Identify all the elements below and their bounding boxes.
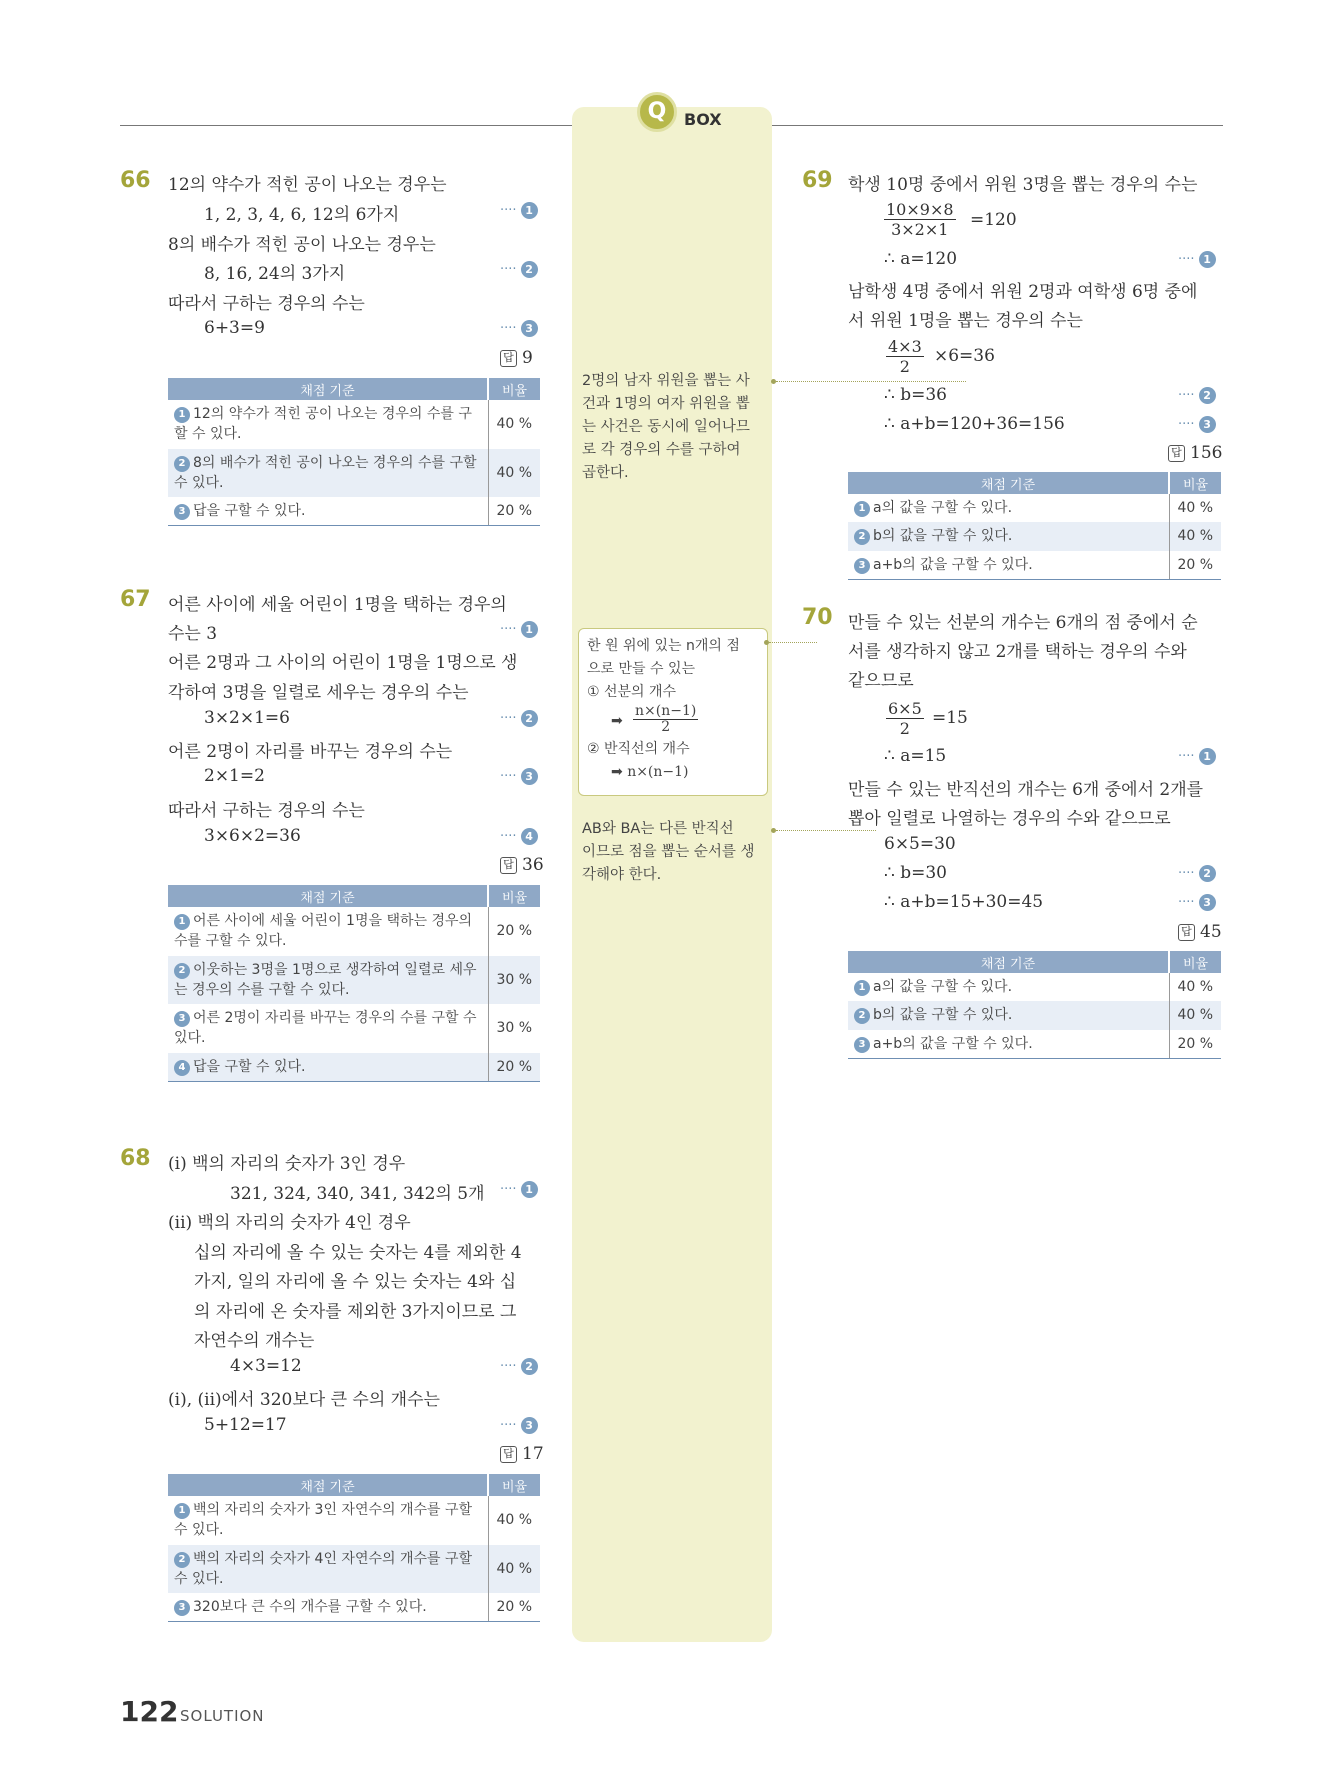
qbox-note-1: 2명의 남자 위원을 뽑는 사 건과 1명의 여자 위원을 뽑 는 사건은 동시에 일어나므 로 각 경우의 수를 구하여 곱한다. xyxy=(582,373,750,481)
problem-67-number: 67 xyxy=(120,587,151,612)
p69-line: 남학생 4명 중에서 위원 2명과 여학생 6명 중에 xyxy=(848,282,1198,302)
answer-icon: 답 xyxy=(1178,924,1195,941)
p67-line: 3×6×2=36 xyxy=(204,826,301,846)
step-marker: ···· 2 xyxy=(1178,865,1216,882)
problem-68-number: 68 xyxy=(120,1146,151,1171)
answer-icon: 답 xyxy=(500,857,517,874)
step-marker: ···· 2 xyxy=(1178,387,1216,404)
step-marker: ···· 3 xyxy=(1178,416,1216,433)
p66-answer: 답 9 xyxy=(500,348,533,368)
p67-line: 어른 사이에 세울 어린이 1명을 택하는 경우의 xyxy=(168,595,507,615)
p70-line: 만들 수 있는 선분의 개수는 6개의 점 중에서 순 xyxy=(848,613,1198,633)
p70-answer: 답 45 xyxy=(1178,922,1222,942)
connector-line xyxy=(776,830,876,831)
step-marker: ···· 2 xyxy=(500,1358,538,1375)
p68-line: (i), (ii)에서 320보다 큰 수의 개수는 xyxy=(168,1390,440,1410)
p68-grading-table: 채점 기준 비율 1 백의 자리의 숫자가 3인 자연수의 개수를 구할 수 있다. 40 % 2 백의 자리의 숫자가 4인 자연수의 개수를 구할 수 있다. 40 % 3 320보다 큰 수의 개수를 구할 수 있다. 20 % xyxy=(168,1474,540,1622)
step-marker: ···· 1 xyxy=(1178,748,1216,765)
p67-line: 따라서 구하는 경우의 수는 xyxy=(168,801,365,821)
page-number: 122 xyxy=(120,1695,179,1728)
p67-answer: 답 36 xyxy=(500,855,544,875)
p70-grading-table: 채점 기준 비율 1 a의 값을 구할 수 있다. 40 % 2 b의 값을 구할 수 있다. 40 % 3 a+b의 값을 구할 수 있다. 20 % xyxy=(848,951,1221,1059)
p66-grading-table: 채점 기준 비율 1 12의 약수가 적힌 공이 나오는 경우의 수를 구할 수 있다. 40 % 2 8의 배수가 적힌 공이 나오는 경우의 수를 구할 수 있다. 40 % 3 답을 구할 수 있다. 20 % xyxy=(168,378,540,526)
step-marker: ···· 1 xyxy=(1178,251,1216,268)
p70-line: 6×5=30 xyxy=(884,834,956,854)
step-marker: ···· 3 xyxy=(1178,894,1216,911)
p68-line: 5+12=17 xyxy=(204,1415,287,1435)
p69-line: =120 xyxy=(970,210,1017,230)
step-marker: ···· 1 xyxy=(500,1181,538,1198)
step-marker: ···· 1 xyxy=(500,202,538,219)
p70-line: ∴ a=15 xyxy=(884,746,947,766)
problem-66-number: 66 xyxy=(120,168,151,193)
p67-line: 수는 3 xyxy=(168,624,218,644)
answer-icon: 답 xyxy=(1168,445,1185,462)
p67-line: 3×2×1=6 xyxy=(204,708,290,728)
answer-icon: 답 xyxy=(500,1446,517,1463)
p68-line: 자연수의 개수는 xyxy=(194,1331,315,1351)
p68-line: 의 자리에 온 숫자를 제외한 3가지이므로 그 xyxy=(194,1302,517,1322)
p68-answer: 답 17 xyxy=(500,1444,544,1464)
p69-line: ×6=36 xyxy=(934,346,995,366)
p70-fraction-1: $\frac{6\times 5}{2}$ xyxy=(888,699,922,738)
p69-line: ∴ b=36 xyxy=(884,385,947,405)
p69-line: 서 위원 1명을 뽑는 경우의 수는 xyxy=(848,311,1083,331)
problem-69-number: 69 xyxy=(802,168,833,193)
qbox-badge: Q xyxy=(637,92,677,132)
p69-line: 학생 10명 중에서 위원 3명을 뽑는 경우의 수는 xyxy=(848,175,1198,195)
p68-line: (ii) 백의 자리의 숫자가 4인 경우 xyxy=(168,1213,411,1233)
footer-label: SOLUTION xyxy=(180,1707,265,1725)
qbox-note-2: AB와 BA는 다른 반직선 이므로 점을 뽑는 순서를 생 각해야 한다. xyxy=(582,821,755,883)
connector-line xyxy=(776,381,966,382)
p66-line: 6+3=9 xyxy=(204,318,265,338)
p70-line: 만들 수 있는 반직선의 개수는 6개 중에서 2개를 xyxy=(848,780,1204,800)
p66-line: 따라서 구하는 경우의 수는 xyxy=(168,294,365,314)
p68-line: (i) 백의 자리의 숫자가 3인 경우 xyxy=(168,1154,406,1174)
step-marker: ···· 2 xyxy=(500,710,538,727)
p66-line: 1, 2, 3, 4, 6, 12의 6가지 xyxy=(204,205,400,225)
p67-line: 어른 2명이 자리를 바꾸는 경우의 수는 xyxy=(168,742,453,762)
p66-line: 8의 배수가 적힌 공이 나오는 경우는 xyxy=(168,235,436,255)
p68-line: 321, 324, 340, 341, 342의 5개 xyxy=(230,1184,485,1204)
qbox-formula-box: 한 원 위에 있는 n개의 점 으로 만들 수 있는 ① 선분의 개수 ➡ n×(n−1) 2 ② 반직선의 개수 ➡ n×(n−1) xyxy=(578,628,768,796)
connector-line xyxy=(769,642,817,643)
p67-line: 2×1=2 xyxy=(204,766,265,786)
answer-icon: 답 xyxy=(500,350,517,367)
p69-line: ∴ a+b=120+36=156 xyxy=(884,414,1065,434)
p67-line: 어른 2명과 그 사이의 어린이 1명을 1명으로 생 xyxy=(168,653,518,673)
problem-70-number: 70 xyxy=(802,605,833,630)
p69-line: ∴ a=120 xyxy=(884,249,958,269)
p70-line: 뽑아 일렬로 나열하는 경우의 수와 같으므로 xyxy=(848,809,1171,829)
p69-fraction-1: $\frac{10\times 9\times 8}{3\times 2\times 1}$ xyxy=(886,200,954,239)
step-marker: ···· 2 xyxy=(500,261,538,278)
p66-line: 12의 약수가 적힌 공이 나오는 경우는 xyxy=(168,175,447,195)
p67-line: 각하여 3명을 일렬로 세우는 경우의 수는 xyxy=(168,683,469,703)
p70-line: =15 xyxy=(932,708,968,728)
step-marker: ···· 1 xyxy=(500,621,538,638)
step-marker: ···· 3 xyxy=(500,320,538,337)
p68-line: 십의 자리에 올 수 있는 숫자는 4를 제외한 4 xyxy=(194,1243,522,1263)
p68-line: 4×3=12 xyxy=(230,1356,302,1376)
p70-line: ∴ a+b=15+30=45 xyxy=(884,892,1044,912)
p70-line: ∴ b=30 xyxy=(884,863,947,883)
p66-line: 8, 16, 24의 3가지 xyxy=(204,264,346,284)
step-marker: ···· 4 xyxy=(500,828,538,845)
qbox-label: BOX xyxy=(684,110,722,129)
p69-grading-table: 채점 기준 비율 1 a의 값을 구할 수 있다. 40 % 2 b의 값을 구할 수 있다. 40 % 3 a+b의 값을 구할 수 있다. 20 % xyxy=(848,472,1221,580)
p69-answer: 답 156 xyxy=(1168,443,1222,463)
p70-line: 서를 생각하지 않고 2개를 택하는 경우의 수와 xyxy=(848,642,1187,662)
p70-line: 같으므로 xyxy=(848,671,914,691)
p69-fraction-2: $\frac{4\times 3}{2}$ xyxy=(888,337,922,376)
step-marker: ···· 3 xyxy=(500,768,538,785)
p68-line: 가지, 일의 자리에 올 수 있는 숫자는 4와 십 xyxy=(194,1272,517,1292)
p67-grading-table: 채점 기준 비율 1 어른 사이에 세울 어린이 1명을 택하는 경우의 수를 구할 수 있다. 20 % 2 이웃하는 3명을 1명으로 생각하여 일렬로 세우는 경우의 수를 구할 수 있다. 30 % 3 어른 2명이 자리를 바꾸는 경우의 수를 구할 수 있다. 30 % 4 답을 구할 수 있다. 20 % xyxy=(168,885,540,1082)
step-marker: ···· 3 xyxy=(500,1417,538,1434)
arrow-icon: ➡ xyxy=(611,713,623,729)
arrow-icon: ➡ xyxy=(611,764,623,780)
